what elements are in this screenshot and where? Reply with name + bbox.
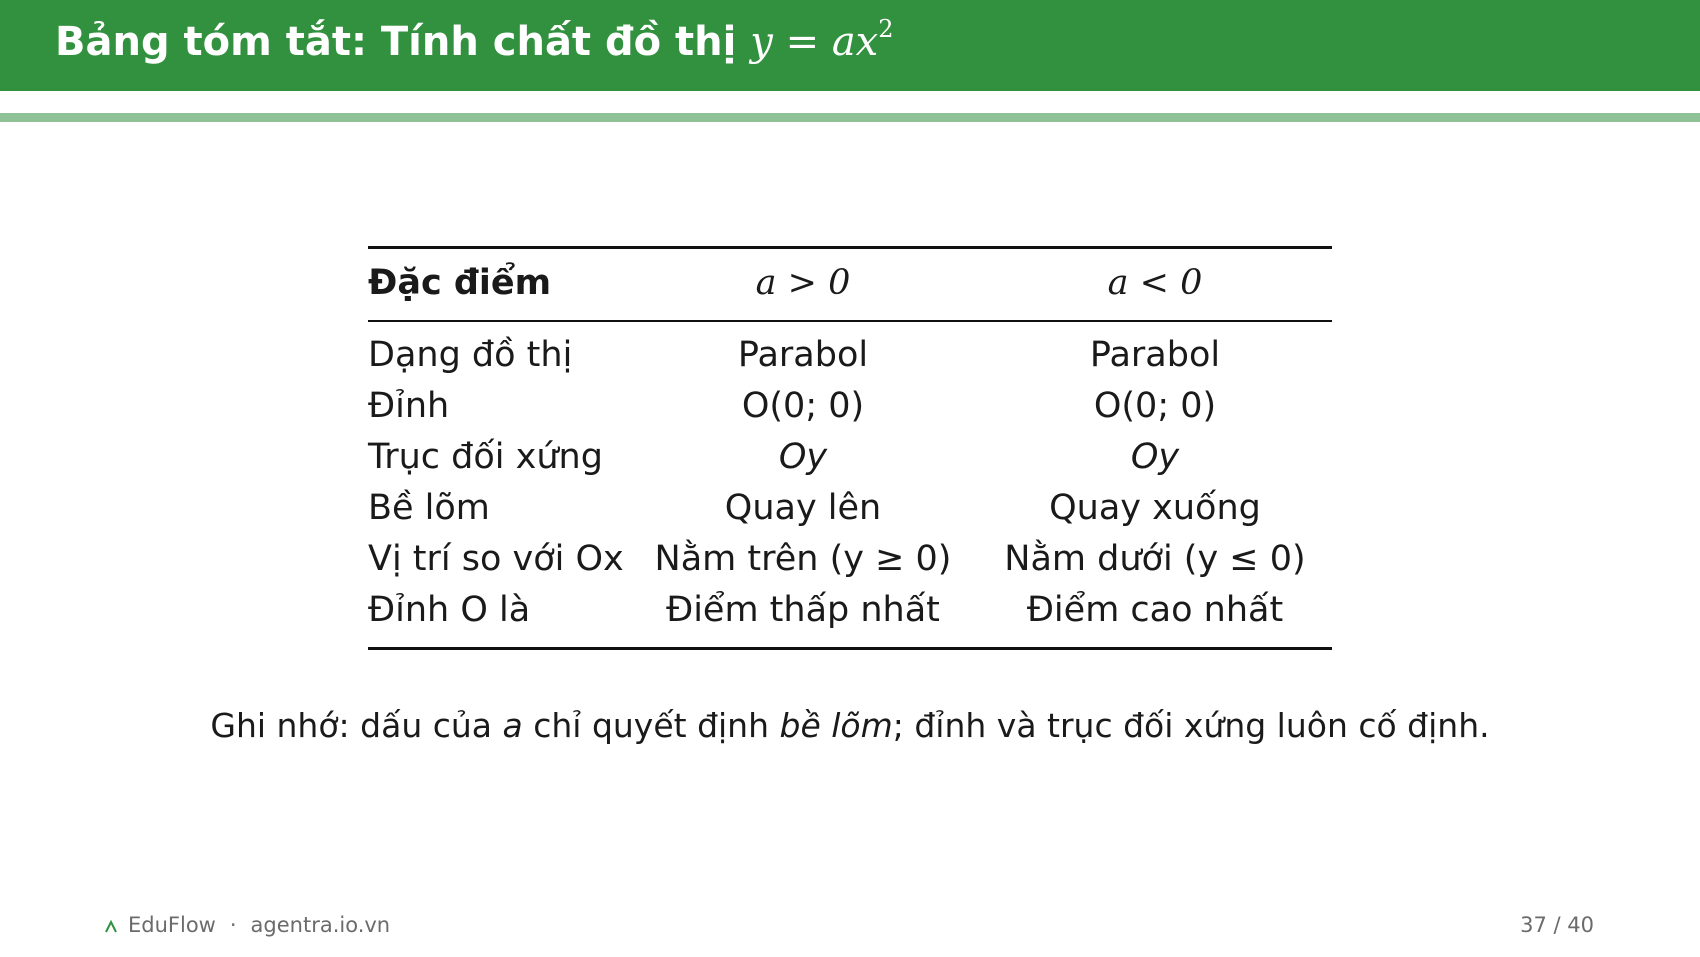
table-header-feature: Đặc điểm: [368, 263, 552, 303]
note-emphasis: bề lõm: [779, 706, 893, 745]
row-axis-a-negative: Oy: [1130, 437, 1180, 477]
title-bar: [0, 0, 1700, 91]
row-concavity-label: Bề lõm: [368, 488, 490, 528]
formula-lhs: y: [750, 19, 773, 65]
slide-title-formula: [750, 15, 894, 65]
table-header-rule: [368, 320, 1332, 322]
formula-exponent: 2: [878, 15, 894, 43]
row-extremum-a-negative: Điểm cao nhất: [1026, 590, 1284, 630]
formula-rhs: ax: [831, 19, 879, 65]
formula-eq: =: [772, 19, 832, 65]
chevron-up-icon: [104, 919, 118, 933]
row-shape-a-negative: Parabol: [1089, 335, 1221, 375]
footer-site: agentra.io.vn: [250, 913, 391, 937]
note-part3: ; đỉnh và trục đối xứng luôn cố định.: [892, 706, 1490, 745]
footer-brand: [104, 910, 390, 940]
table-top-rule: [368, 246, 1332, 249]
row-axis-label: Trục đối xứng: [368, 437, 603, 477]
accent-line: [0, 113, 1700, 122]
row-vertex-label: Đỉnh: [368, 386, 450, 426]
table-bottom-rule: [368, 647, 1332, 650]
page-total: 40: [1567, 913, 1594, 937]
remember-note: [0, 703, 1700, 749]
row-extremum-label: Đỉnh O là: [368, 590, 531, 630]
page-current: 37: [1520, 913, 1547, 937]
note-var-a: a: [502, 706, 523, 745]
note-part1: Ghi nhớ: dấu của: [210, 706, 503, 745]
page-number: [1520, 910, 1594, 940]
row-shape-a-positive: Parabol: [737, 335, 869, 375]
note-part2: chỉ quyết định: [522, 706, 780, 745]
slide-title-text: Bảng tóm tắt: Tính chất đồ thị: [55, 19, 737, 65]
row-extremum-a-positive: Điểm thấp nhất: [666, 590, 940, 630]
row-shape-label: Dạng đồ thị: [368, 335, 573, 375]
row-position-a-negative: Nằm dưới (y ≤ 0): [1004, 539, 1306, 579]
row-axis-a-positive: Oy: [778, 437, 828, 477]
row-concavity-a-negative: Quay xuống: [1049, 488, 1261, 528]
page-separator: /: [1546, 913, 1568, 937]
table-header-a-positive: a > 0: [755, 263, 851, 303]
table-header-a-negative: a < 0: [1107, 263, 1203, 303]
row-position-label: Vị trí so với Ox: [368, 539, 624, 579]
row-concavity-a-positive: Quay lên: [724, 488, 882, 528]
row-vertex-a-positive: O(0; 0): [741, 386, 865, 426]
row-vertex-a-negative: O(0; 0): [1093, 386, 1217, 426]
slide-title: [55, 14, 894, 70]
row-position-a-positive: Nằm trên (y ≥ 0): [654, 539, 952, 579]
footer-separator: ·: [229, 913, 237, 937]
footer-brand-name: EduFlow: [128, 913, 216, 937]
